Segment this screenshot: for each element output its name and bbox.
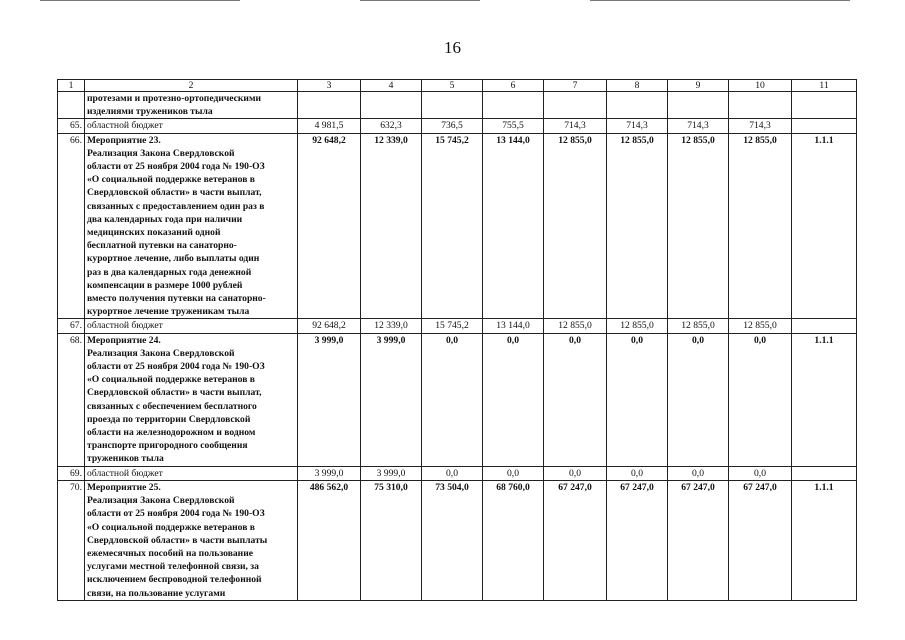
row-name-line: областной бюджет: [87, 320, 163, 332]
row-name-line: бесплатной путевки на санаторно-: [87, 240, 237, 252]
scan-top-line-left: [40, 0, 240, 1]
table-row: [58, 333, 857, 466]
value-cell: 714,3: [729, 119, 792, 133]
row-name-line: транспорте пригородного сообщения: [87, 440, 248, 452]
value-cell: 92 648,2: [298, 133, 361, 319]
value-cell: 714,3: [544, 119, 607, 133]
target-code: [792, 119, 857, 133]
row-name-line: изделиями тружеников тыла: [87, 106, 213, 118]
value-cell: [361, 92, 422, 119]
value-cell: 12 855,0: [607, 319, 668, 333]
value-cell: 0,0: [544, 333, 607, 466]
row-name: [85, 466, 298, 480]
value-cell: [729, 92, 792, 119]
target-code: [792, 319, 857, 333]
header-cell: 2: [85, 80, 298, 92]
header-cell: 11: [792, 80, 857, 92]
row-name-line: области от 25 ноября 2004 года № 190-ОЗ: [87, 508, 265, 520]
value-cell: 0,0: [668, 466, 729, 480]
table-row: [58, 466, 857, 480]
value-cell: 0,0: [607, 466, 668, 480]
value-cell: 12 855,0: [607, 133, 668, 319]
value-cell: 714,3: [607, 119, 668, 133]
row-name: [85, 319, 298, 333]
row-name-line: Реализация Закона Свердловской: [87, 147, 235, 159]
value-cell: 0,0: [422, 466, 483, 480]
row-name-line: «О социальной поддержке ветеранов в: [87, 521, 255, 533]
row-name-line: связанных с предоставлением один раз в: [87, 200, 265, 212]
row-name-line: исключением беспроводной телефонной: [87, 574, 262, 586]
header-cell: 4: [361, 80, 422, 92]
row-name-line: Мероприятие 24.: [87, 334, 161, 346]
table-row: [58, 119, 857, 133]
target-code: [792, 92, 857, 119]
value-cell: 12 855,0: [668, 133, 729, 319]
value-cell: [422, 92, 483, 119]
value-cell: 12 855,0: [544, 133, 607, 319]
table-row: [58, 92, 857, 119]
row-name-line: области на железнодорожном и водном: [87, 427, 256, 439]
header-cell: 8: [607, 80, 668, 92]
row-name-line: Свердловской области» в части выплат,: [87, 187, 262, 199]
row-name-line: «О социальной поддержке ветеранов в: [87, 174, 255, 186]
target-code: 1.1.1: [792, 333, 857, 466]
value-cell: 12 855,0: [668, 319, 729, 333]
value-cell: 714,3: [668, 119, 729, 133]
value-cell: 4 981,5: [298, 119, 361, 133]
page-number: 16: [444, 38, 461, 57]
value-cell: 486 562,0: [298, 480, 361, 600]
value-cell: 67 247,0: [668, 480, 729, 600]
row-name: [85, 333, 298, 466]
table-row: [58, 133, 857, 319]
header-cell: 7: [544, 80, 607, 92]
row-name-line: Свердловской области» в части выплаты: [87, 534, 268, 546]
table-row: [58, 480, 857, 600]
row-number: 69.: [58, 466, 85, 480]
header-cell: 1: [58, 80, 85, 92]
target-code: 1.1.1: [792, 133, 857, 319]
value-cell: 3 999,0: [361, 466, 422, 480]
row-name-line: Свердловской области» в части выплат,: [87, 387, 262, 399]
row-name-line: ежемесячных пособий на пользование: [87, 547, 253, 559]
value-cell: [483, 92, 544, 119]
value-cell: [298, 92, 361, 119]
value-cell: 755,5: [483, 119, 544, 133]
row-name-line: областной бюджет: [87, 467, 163, 479]
value-cell: 67 247,0: [607, 480, 668, 600]
row-name-line: медицинских показаний одной: [87, 227, 221, 239]
value-cell: 15 745,2: [422, 319, 483, 333]
row-name-line: Реализация Закона Свердловской: [87, 495, 235, 507]
row-name-line: раз в два календарных года денежной: [87, 266, 252, 278]
value-cell: 73 504,0: [422, 480, 483, 600]
row-number: 68.: [58, 333, 85, 466]
scan-top-line-right: [590, 0, 850, 1]
row-name-line: проезда по территории Свердловской: [87, 413, 251, 425]
header-cell: 3: [298, 80, 361, 92]
header-cell: 9: [668, 80, 729, 92]
value-cell: 736,5: [422, 119, 483, 133]
row-number: 65.: [58, 119, 85, 133]
value-cell: 12 855,0: [729, 319, 792, 333]
row-name-line: два календарных года при наличии: [87, 213, 243, 225]
value-cell: 68 760,0: [483, 480, 544, 600]
value-cell: 3 999,0: [298, 466, 361, 480]
value-cell: 67 247,0: [729, 480, 792, 600]
row-number: 70.: [58, 480, 85, 600]
header-cell: 6: [483, 80, 544, 92]
scan-top-line-mid: [360, 0, 480, 1]
value-cell: 12 855,0: [729, 133, 792, 319]
value-cell: 12 339,0: [361, 133, 422, 319]
row-name: [85, 133, 298, 319]
row-name-line: курортное лечение труженикам тыла: [87, 306, 250, 318]
value-cell: 0,0: [607, 333, 668, 466]
value-cell: [544, 92, 607, 119]
value-cell: 632,3: [361, 119, 422, 133]
row-name-line: области от 25 ноября 2004 года № 190-ОЗ: [87, 361, 265, 373]
value-cell: 67 247,0: [544, 480, 607, 600]
row-name-line: Мероприятие 23.: [87, 134, 161, 146]
value-cell: 0,0: [668, 333, 729, 466]
row-name-line: вместо получения путевки на санаторно-: [87, 293, 266, 305]
row-name-line: курортное лечение, либо выплаты один: [87, 253, 260, 265]
value-cell: 0,0: [483, 466, 544, 480]
row-name-line: связанных с обеспечением бесплатного: [87, 400, 257, 412]
header-cell: 10: [729, 80, 792, 92]
row-number: [58, 92, 85, 119]
row-name-line: компенсации в размере 1000 рублей: [87, 279, 243, 291]
value-cell: 0,0: [422, 333, 483, 466]
value-cell: 0,0: [729, 466, 792, 480]
row-name-line: Мероприятие 25.: [87, 481, 161, 493]
value-cell: 12 855,0: [544, 319, 607, 333]
value-cell: 12 339,0: [361, 319, 422, 333]
header-row: [58, 80, 857, 92]
row-name-line: протезами и протезно-ортопедическими: [87, 93, 262, 104]
table-row: [58, 319, 857, 333]
value-cell: 13 144,0: [483, 319, 544, 333]
budget-table: [57, 79, 857, 601]
value-cell: [607, 92, 668, 119]
row-name-line: связи, на пользование услугами: [87, 587, 226, 599]
row-name-line: «О социальной поддержке ветеранов в: [87, 374, 255, 386]
row-number: 66.: [58, 133, 85, 319]
target-code: [792, 466, 857, 480]
value-cell: 75 310,0: [361, 480, 422, 600]
header-cell: 5: [422, 80, 483, 92]
value-cell: 13 144,0: [483, 133, 544, 319]
value-cell: 92 648,2: [298, 319, 361, 333]
value-cell: 15 745,2: [422, 133, 483, 319]
value-cell: 0,0: [729, 333, 792, 466]
row-name-line: области от 25 ноября 2004 года № 190-ОЗ: [87, 161, 265, 173]
value-cell: 3 999,0: [298, 333, 361, 466]
value-cell: 0,0: [483, 333, 544, 466]
row-name: [85, 119, 298, 133]
row-name-line: областной бюджет: [87, 120, 163, 132]
row-name: [85, 92, 298, 119]
row-name-line: услугами местной телефонной связи, за: [87, 561, 259, 573]
row-number: 67.: [58, 319, 85, 333]
row-name-line: тружеников тыла: [87, 453, 164, 465]
value-cell: 0,0: [544, 466, 607, 480]
target-code: 1.1.1: [792, 480, 857, 600]
row-name: [85, 480, 298, 600]
row-name-line: Реализация Закона Свердловской: [87, 347, 235, 359]
value-cell: [668, 92, 729, 119]
value-cell: 3 999,0: [361, 333, 422, 466]
